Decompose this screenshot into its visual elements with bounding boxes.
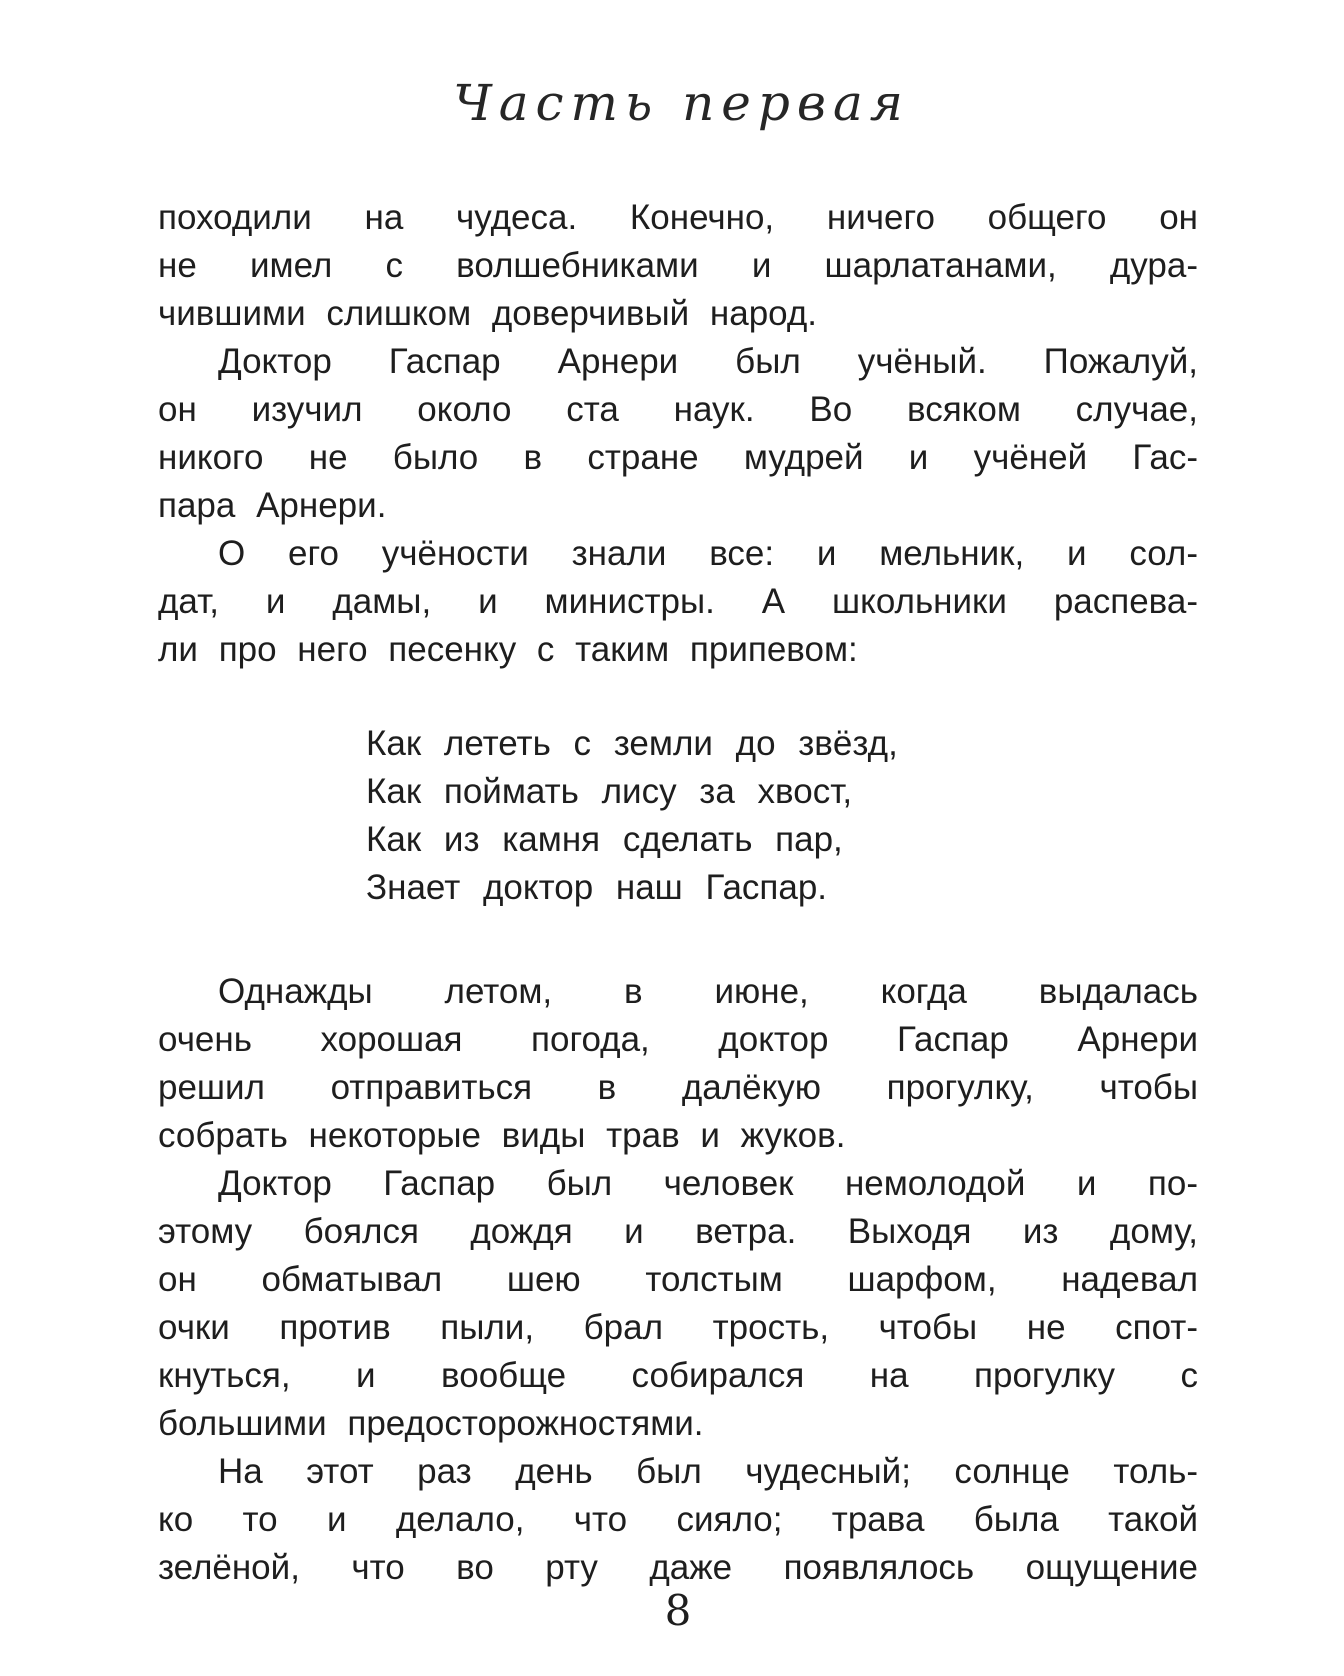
chapter-heading: Часть первая: [453, 74, 910, 132]
text-line: О его учёности знали все: и мельник, и сол-: [218, 534, 1198, 573]
paragraph-block: [158, 338, 1198, 530]
paragraph-block: [158, 968, 1198, 1160]
verse-block: [158, 720, 1198, 912]
text-line: ли про него песенку с таким припевом:: [158, 630, 858, 669]
text-line: походили на чудеса. Конечно, ничего общего он: [158, 198, 1198, 237]
verse-line: Знает доктор наш Гаспар.: [366, 868, 828, 907]
paragraph-block: [158, 194, 1198, 338]
text-line: решил отправиться в далёкую прогулку, чтобы: [158, 1068, 1198, 1107]
text-line: никого не было в стране мудрей и учёней Гас-: [158, 438, 1198, 477]
verse-line: Как из камня сделать пар,: [366, 820, 843, 859]
text-line: он изучил около ста наук. Во всяком случае,: [158, 390, 1198, 429]
text-line: Доктор Гаспар был человек немолодой и по-: [218, 1164, 1198, 1203]
text-line: зелёной, что во рту даже появлялось ощущение: [158, 1548, 1198, 1587]
page-number: 8: [664, 1586, 692, 1635]
text-line: очень хорошая погода, доктор Гаспар Арнери: [158, 1020, 1198, 1059]
text-line: собрать некоторые виды трав и жуков.: [158, 1116, 846, 1155]
text-line: он обматывал шею толстым шарфом, надевал: [158, 1260, 1198, 1299]
verse-line: Как лететь с земли до звёзд,: [366, 724, 898, 763]
text-line: кнуться, и вообще собирался на прогулку с: [158, 1356, 1198, 1395]
text-line: На этот раз день был чудесный; солнце толь-: [218, 1452, 1198, 1491]
paragraph-block: [158, 1448, 1198, 1592]
text-line: этому боялся дождя и ветра. Выходя из дому,: [158, 1212, 1198, 1251]
text-line: большими предосторожностями.: [158, 1404, 704, 1443]
text-line: дат, и дамы, и министры. А школьники распева-: [158, 582, 1198, 621]
paragraph-block: [158, 1160, 1198, 1448]
text-line: пара Арнери.: [158, 486, 387, 525]
text-line: не имел с волшебниками и шарлатанами, дура-: [158, 246, 1198, 285]
text-line: Доктор Гаспар Арнери был учёный. Пожалуй,: [218, 342, 1198, 381]
text-line: очки против пыли, брал трость, чтобы не спот-: [158, 1308, 1198, 1347]
text-column: [158, 194, 1198, 1592]
text-line: Однажды летом, в июне, когда выдалась: [218, 972, 1198, 1011]
paragraph-block: [158, 530, 1198, 674]
text-line: ко то и делало, что сияло; трава была такой: [158, 1500, 1198, 1539]
verse-line: Как поймать лису за хвост,: [366, 772, 853, 811]
text-line: чившими слишком доверчивый народ.: [158, 294, 818, 333]
